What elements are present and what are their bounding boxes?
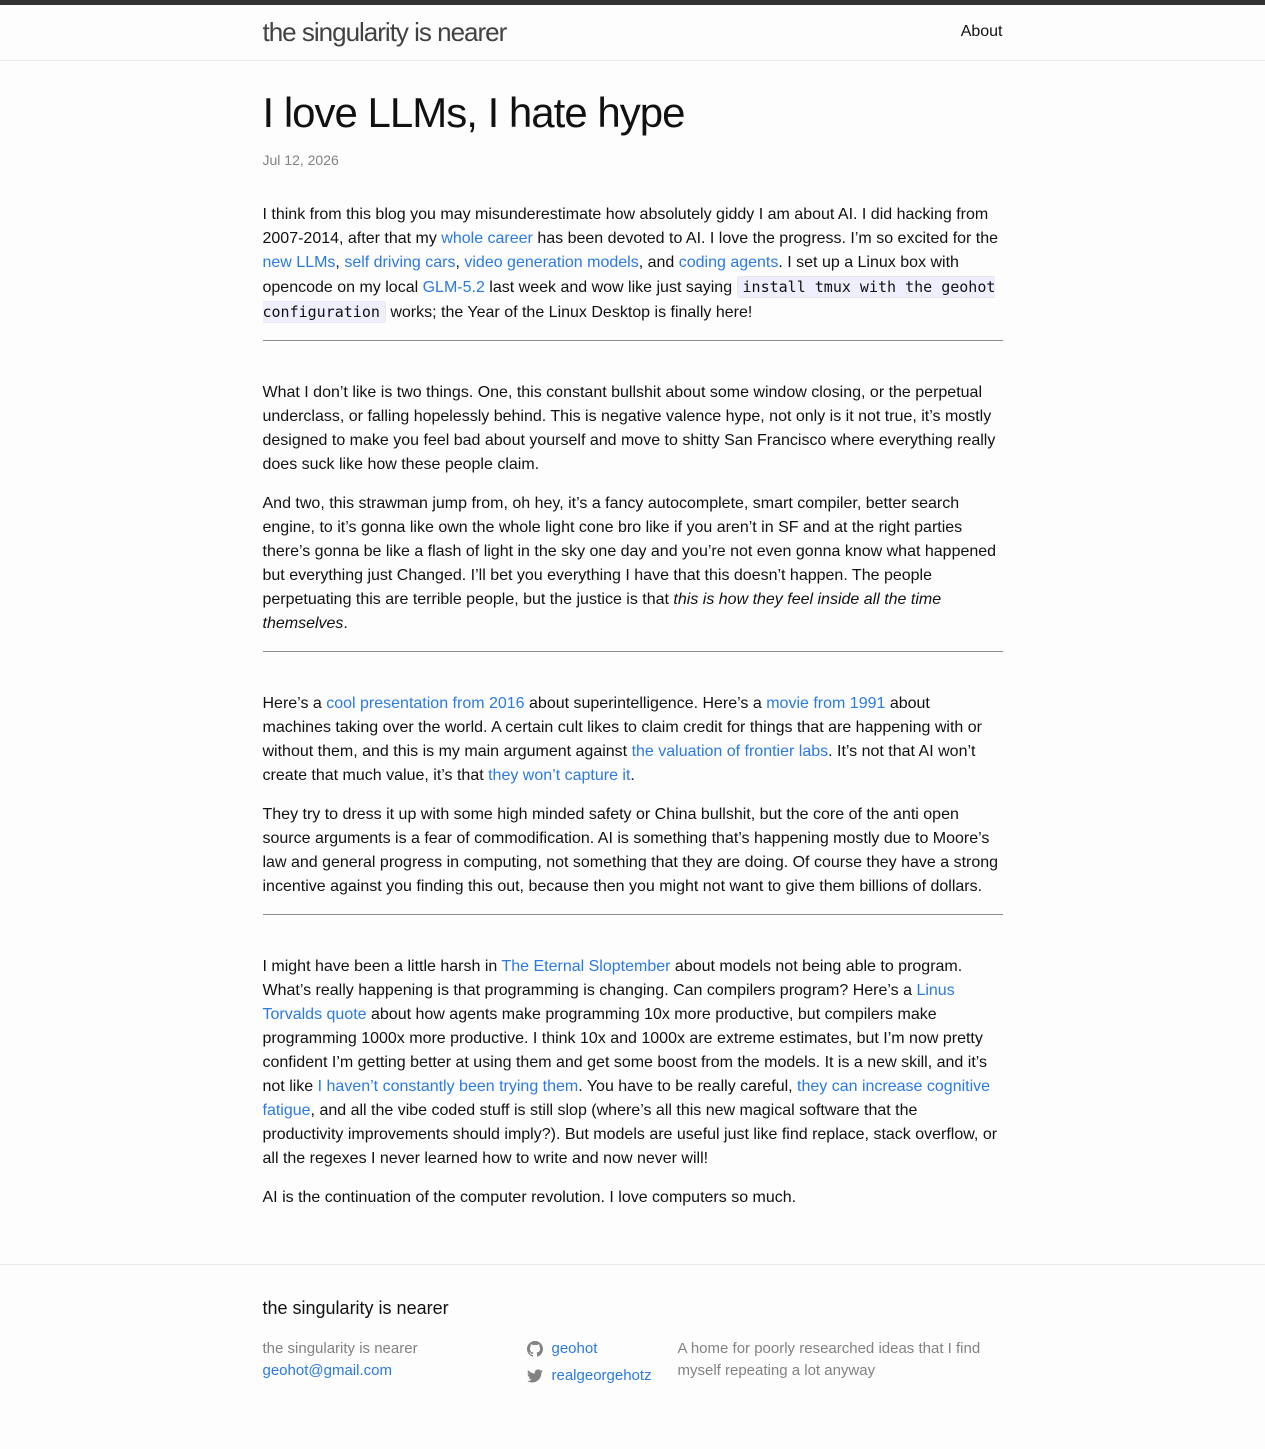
footer-contact	[263, 1338, 513, 1382]
footer-social	[527, 1338, 667, 1392]
footer-email-link[interactable]: geohot@gmail.com	[262, 1362, 392, 1379]
text: about how agents make programming 10x more productive, but compilers make programming 1000x more productive. I think 10x and 1000x are extreme estimates, but I’m now pretty confident I’m getting better at using them and get some boost from the models. It is a new skill, and it’s not like	[262, 1006, 988, 1095]
text: last week and wow like just saying	[484, 279, 737, 296]
text: And two, this strawman jump from, oh hey, it’s a fancy autocomplete, smart compiler, better search engine, to it’s gonna like own the whole light cone bro like if you aren’t in SF and at the right parties there’s gonna be like a flash of light in the sky one day and you’re not even gonna know what happened but everything just Changed. I’ll bet you everything I have that this doesn’t happen. The people perpetuating this are terrible people, but the justice is that	[262, 495, 997, 608]
post-title: I love LLMs, I hate hype	[262, 89, 685, 136]
text: about machines taking over the world. A certain cult likes to claim credit for things that are happening with or without them, and this is my main argument against	[262, 695, 982, 760]
site-footer	[0, 1264, 1265, 1449]
text: about models not being able to program. What’s really happening is that programming is changing. Can compilers program? Here’s a	[262, 958, 963, 999]
link-valuation-frontier-labs[interactable]: the valuation of frontier labs	[631, 743, 829, 760]
link-movie-1991[interactable]: movie from 1991	[766, 695, 886, 712]
site-title-link[interactable]: the singularity is nearer	[262, 17, 507, 47]
paragraph-6	[263, 955, 1003, 1171]
paragraph-1	[263, 203, 1003, 325]
text: . You have to be really careful,	[578, 1078, 798, 1095]
twitter-link[interactable]: realgeorgehotz	[551, 1367, 652, 1384]
github-row	[527, 1338, 667, 1360]
paragraph-3	[263, 492, 1003, 636]
footer-site-name: the singularity is nearer	[262, 1340, 418, 1357]
text: . It’s not that AI won’t create that much value, it’s that	[262, 743, 976, 784]
paragraph-2: What I don’t like is two things. One, this constant bullshit about some window closing, or the perpetual underclass, or falling hopelessly behind. This is negative valence hype, not only is it not true, it’s mostly designed to make you feel bad about yourself and move to shitty San Francisco where everything really does suck like how these people claim.	[262, 384, 996, 473]
link-eternal-sloptember[interactable]: The Eternal Sloptember	[501, 958, 671, 975]
text: about superintelligence. Here’s a	[524, 695, 767, 712]
link-cool-presentation[interactable]: cool presentation from 2016	[326, 695, 525, 712]
paragraph-5: They try to dress it up with some high minded safety or China bullshit, but the core of the anti open source arguments is a fear of commodification. AI is something that’s happening mostly due to Moore’s law and general progress in computing, not something that they are doing. Of course they have a strong incentive against you finding this out, because then you might not want to give them billions of dollars.	[262, 806, 999, 895]
link-whole-career[interactable]: whole career	[441, 230, 533, 247]
text: . I set up a Linux box with opencode on my local	[262, 254, 959, 296]
link-video-generation-models[interactable]: video generation models	[464, 254, 639, 271]
paragraph-7: AI is the continuation of the computer revolution. I love computers so much.	[262, 1189, 797, 1206]
footer-heading: the singularity is nearer	[262, 1298, 449, 1318]
divider	[263, 340, 1003, 342]
link-self-driving-cars[interactable]: self driving cars	[344, 254, 456, 271]
post-content	[263, 203, 1003, 1210]
text: , and	[638, 254, 679, 271]
divider	[263, 914, 1003, 916]
divider	[263, 651, 1003, 653]
text: ,	[335, 254, 345, 271]
link-coding-agents[interactable]: coding agents	[678, 254, 779, 271]
inline-code: install tmux with the geohot configuration	[262, 278, 996, 321]
text: has been devoted to AI. I love the progress. I’m so excited for the	[532, 230, 999, 247]
nav-about-link[interactable]: About	[960, 23, 1003, 40]
post-date: Jul 12, 2026	[262, 152, 339, 168]
link-new-llms[interactable]: new LLMs	[262, 254, 336, 271]
text: .	[343, 615, 348, 632]
text: , and all the vibe coded stuff is still slop (where’s all this new magical software that the productivity improvements should imply?). But models are useful just like find replace, stack overflow, or all the regexes I never learned how to write and now never will!	[262, 1102, 998, 1167]
footer-description: A home for poorly researched ideas that I find myself repeating a lot anyway	[677, 1340, 981, 1379]
text: Here’s a	[262, 695, 327, 712]
text: .	[630, 767, 635, 784]
link-cognitive-fatigue[interactable]: they can increase cognitive fatigue	[262, 1078, 991, 1119]
post-main	[263, 61, 1003, 1210]
twitter-row	[527, 1365, 667, 1387]
github-link[interactable]: geohot	[551, 1340, 598, 1357]
site-header	[0, 5, 1265, 61]
link-wont-capture[interactable]: they won’t capture it	[488, 767, 631, 784]
emphasis: this is how they feel inside all the time themselves	[262, 591, 942, 632]
link-constantly-trying[interactable]: I haven’t constantly been trying them	[317, 1078, 579, 1095]
link-glm[interactable]: GLM-5.2	[422, 279, 485, 296]
link-linus-quote[interactable]: Linus Torvalds quote	[262, 982, 955, 1023]
text: I might have been a little harsh in	[262, 958, 502, 975]
github-icon	[527, 1341, 543, 1357]
text: ,	[455, 254, 465, 271]
paragraph-4	[263, 692, 1003, 788]
twitter-icon	[527, 1368, 543, 1384]
text: I think from this blog you may misunderestimate how absolutely giddy I am about AI. I did hacking from 2007-2014, after that my	[262, 206, 989, 247]
text: works; the Year of the Linux Desktop is finally here!	[385, 304, 753, 321]
